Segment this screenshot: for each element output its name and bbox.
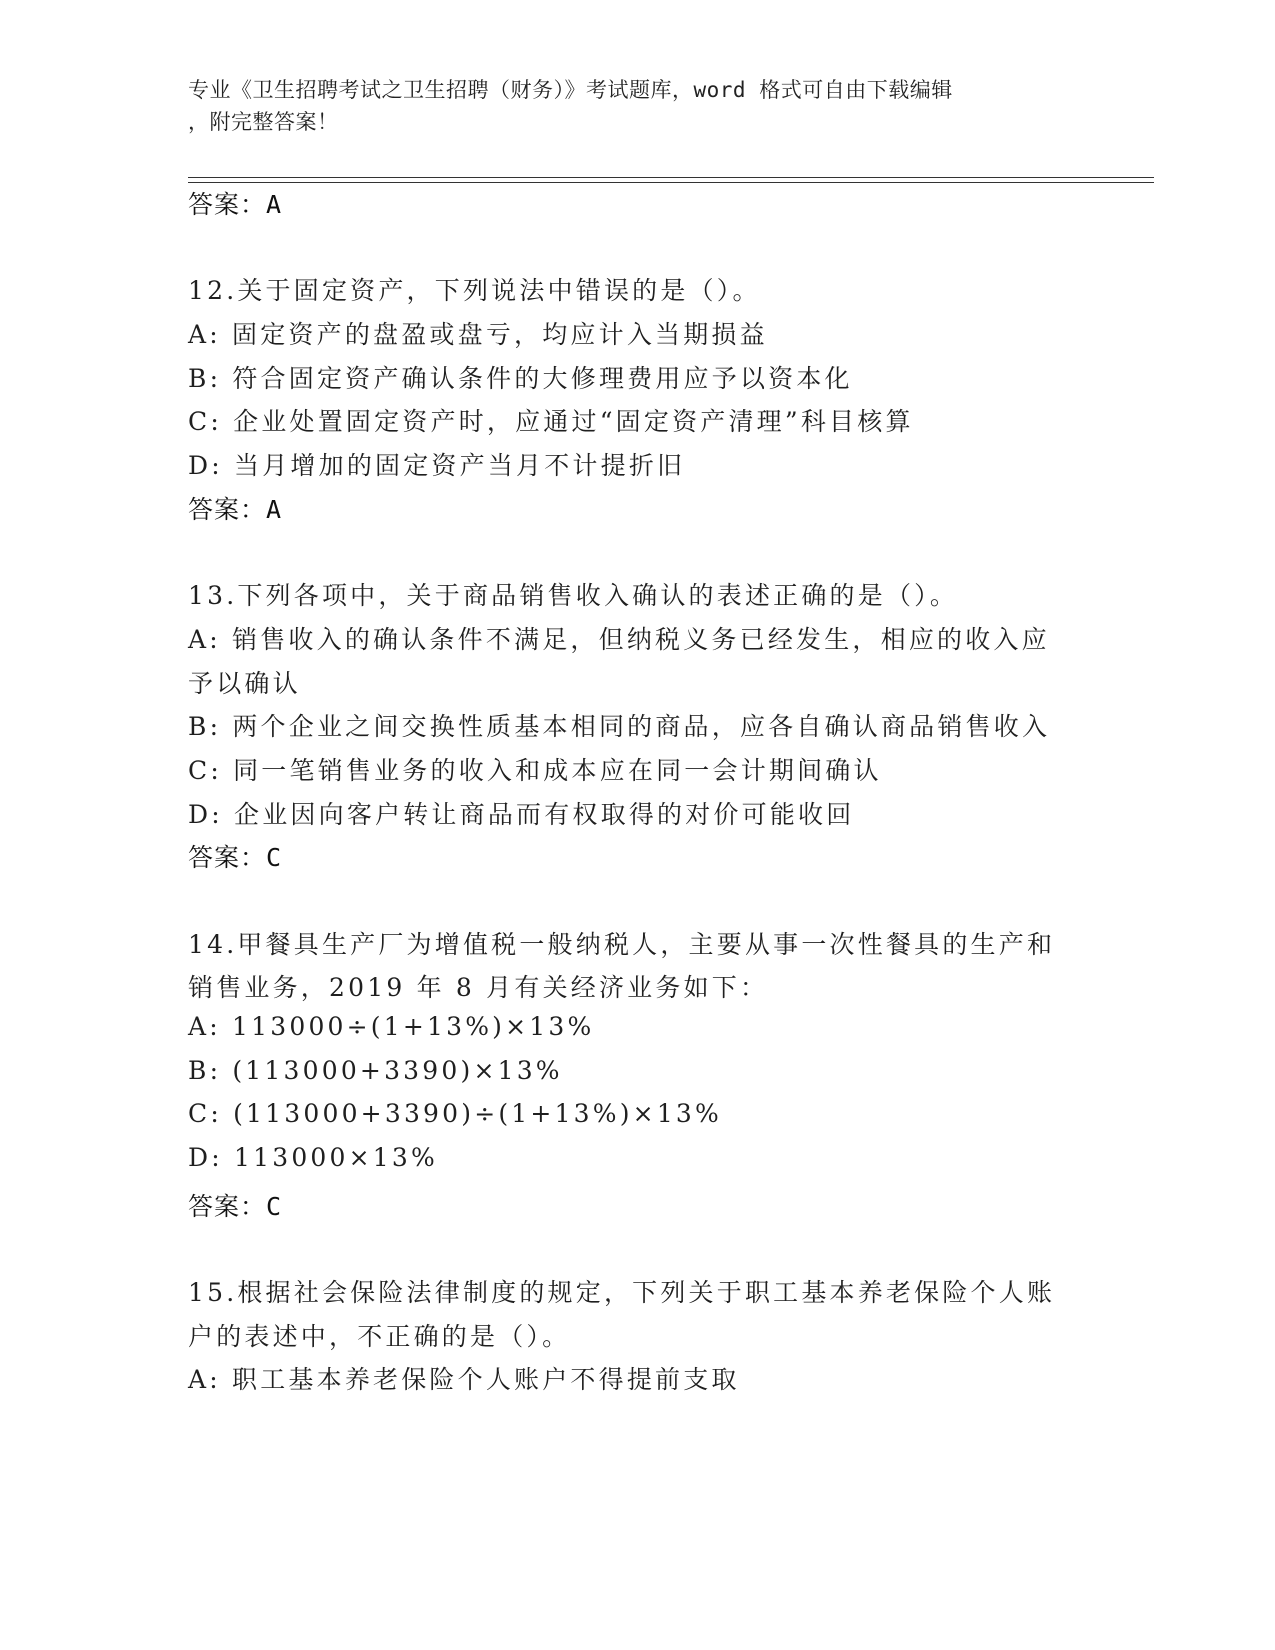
question-15-text-line-2: 户的表述中，不正确的是（）。 [188, 1322, 571, 1351]
question-12-option-b: B: 符合固定资产确认条件的大修理费用应予以资本化 [188, 364, 853, 393]
header-rule-bottom [188, 182, 1154, 183]
answer-label: 答案： [188, 495, 267, 524]
document-header [188, 74, 1068, 138]
header-line-2: ，附完整答案！ [188, 110, 339, 134]
question-15-option-a: A: 职工基本养老保险个人账户不得提前支取 [188, 1365, 740, 1394]
question-15-text-line-1: 15.根据社会保险法律制度的规定，下列关于职工基本养老保险个人账 [188, 1278, 1056, 1307]
header-rule-top [188, 177, 1154, 178]
answer-line-13 [188, 838, 282, 874]
header-line-1: 专业《卫生招聘考试之卫生招聘（财务）》考试题库，word 格式可自由下载编辑 [188, 78, 953, 102]
answer-label: 答案： [188, 190, 267, 219]
question-13-text: 13.下列各项中，关于商品销售收入确认的表述正确的是（）。 [188, 581, 959, 610]
answer-line-11 [188, 185, 282, 221]
answer-value: A [266, 190, 283, 219]
answer-label: 答案： [188, 1192, 267, 1221]
answer-value: C [266, 1192, 283, 1221]
question-14-option-b: B: (113000+3390)×13% [188, 1056, 563, 1085]
question-14-text-line-1: 14.甲餐具生产厂为增值税一般纳税人，主要从事一次性餐具的生产和 [188, 930, 1056, 959]
question-14-option-c: C: (113000+3390)÷(1+13%)×13% [188, 1099, 722, 1128]
question-12-option-d: D: 当月增加的固定资产当月不计提折旧 [188, 451, 686, 480]
answer-value: C [266, 843, 283, 872]
question-13-option-a-cont: 予以确认 [188, 669, 301, 698]
question-13-option-c: C: 同一笔销售业务的收入和成本应在同一会计期间确认 [188, 756, 882, 785]
question-14-option-a: A: 113000÷(1+13%)×13% [188, 1012, 595, 1041]
answer-label: 答案： [188, 843, 267, 872]
question-13-option-a: A: 销售收入的确认条件不满足，但纳税义务已经发生，相应的收入应 [188, 625, 1050, 654]
question-12-text: 12.关于固定资产，下列说法中错误的是（）。 [188, 276, 761, 305]
answer-line-12 [188, 490, 282, 526]
question-13-option-d: D: 企业因向客户转让商品而有权取得的对价可能收回 [188, 800, 855, 829]
answer-value: A [266, 495, 283, 524]
question-13-option-b: B: 两个企业之间交换性质基本相同的商品，应各自确认商品销售收入 [188, 712, 1051, 741]
question-12-option-c: C: 企业处置固定资产时，应通过“固定资产清理”科目核算 [188, 407, 914, 436]
question-12-option-a: A: 固定资产的盘盈或盘亏，均应计入当期损益 [188, 320, 768, 349]
question-14-text-line-2: 销售业务，2019 年 8 月有关经济业务如下： [188, 973, 769, 1002]
question-14-option-d: D: 113000×13% [188, 1143, 438, 1172]
answer-line-14 [188, 1187, 282, 1223]
